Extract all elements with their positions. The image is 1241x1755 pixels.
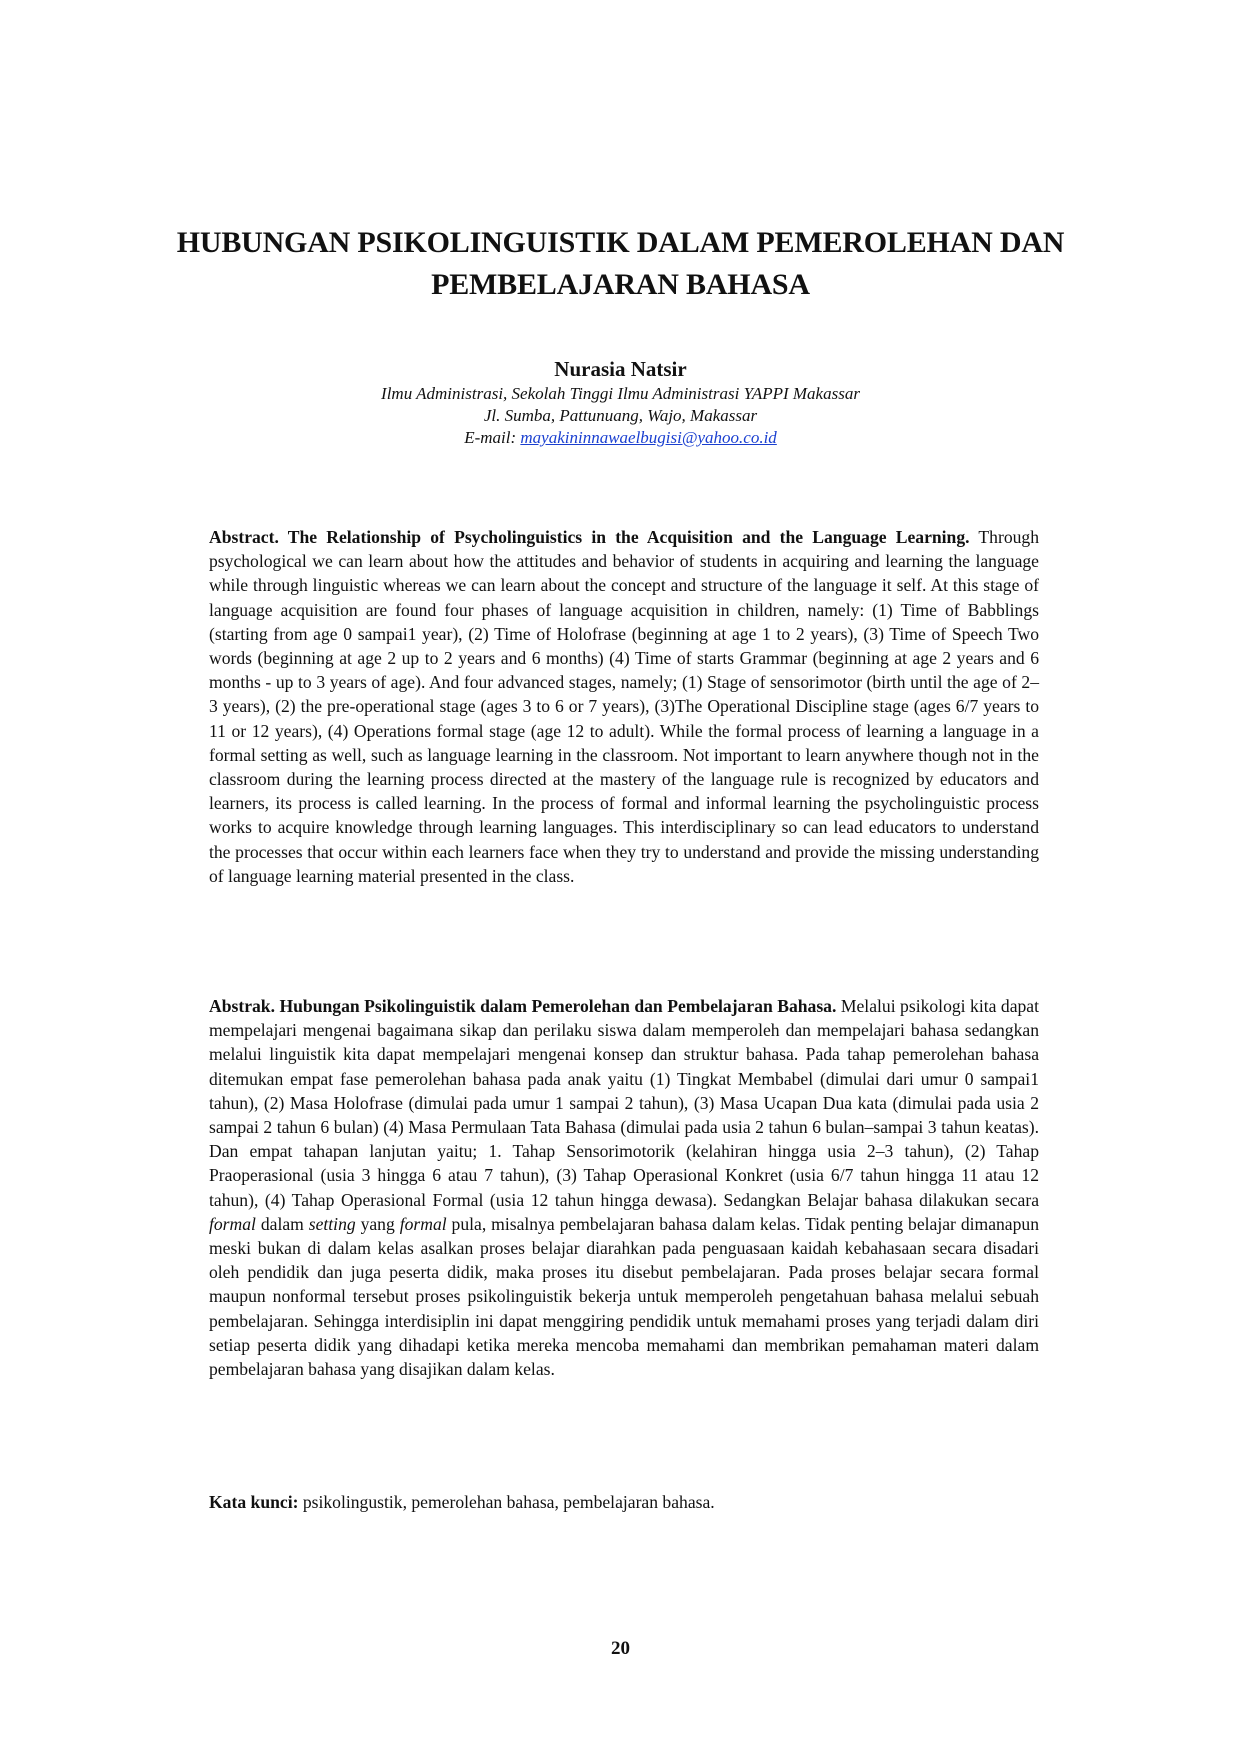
abstract-english-label: Abstract. The Relationship of Psycholinguistics in the Acquisition and the Language Learning. — [209, 527, 970, 547]
author-address: Jl. Sumba, Pattunuang, Wajo, Makassar — [483, 406, 758, 425]
page-number: 20 — [611, 1638, 630, 1659]
abstract-italic-setting: setting — [308, 1213, 356, 1234]
abstract-indonesian-text-2: dalam — [255, 1213, 309, 1234]
email-label: E-mail: — [464, 428, 521, 447]
paper-title — [150, 222, 1091, 306]
abstract-indonesian — [209, 994, 1039, 1381]
title-line-1: HUBUNGAN PSIKOLINGUISTIK DALAM PEMEROLEHAN DAN — [176, 226, 1065, 259]
keywords-label: Kata kunci: — [209, 1492, 299, 1512]
keywords-text: psikolingustik, pemerolehan bahasa, pembelajaran bahasa. — [298, 1492, 715, 1512]
title-line-2: PEMBELAJARAN BAHASA — [431, 268, 810, 301]
abstract-indonesian-label: Abstrak. Hubungan Psikolinguistik dalam Pemerolehan dan Pembelajaran Bahasa. — [209, 996, 837, 1016]
author-name: Nurasia Natsir — [554, 357, 687, 381]
abstract-english-text: Through psychological we can learn about how the attitudes and behavior of students in acquiring and learning the language while through linguistic whereas we can learn about the concept and structure of the language it self. At this stage of language acquisition are found four phases of language acquisition in children, namely: (1) Time of Babblings (starting from age 0 sampai1 year), (2) Time of Holofrase (beginning at age 1 to 2 years), (3) Time of Speech Two words (beginning at age 2 up to 2 years and 6 months) (4) Time of starts Grammar (beginning at age 2 years and 6 months - up to 3 years of age). And four advanced stages, namely; (1) Stage of sensorimotor (birth until the age of 2–3 years), (2) the pre-operational stage (ages 3 to 6 or 7 years), (3)The Operational Discipline stage (ages 6/7 years to 11 or 12 years), (4) Operations formal stage (age 12 to adult). While the formal process of learning a language in a formal setting as well, such as language learning in the classroom. Not important to learn anywhere though not in the classroom during the learning process directed at the mastery of the language rule is recognized by educators and learners, its process is called learning. In the process of formal and informal learning the psycholinguistic process works to acquire knowledge through learning languages. This interdisciplinary so can lead educators to understand the processes that occur within each learners face when they try to understand and provide the missing understanding of language learning material presented in the class. — [209, 527, 1040, 886]
email-link[interactable]: mayakininnawaelbugisi@yahoo.co.id — [520, 428, 777, 447]
abstract-italic-formal-1: formal — [209, 1213, 256, 1234]
keywords — [209, 1490, 1039, 1514]
author-block — [200, 355, 1041, 449]
abstract-indonesian-text-3: yang — [355, 1213, 400, 1234]
abstract-indonesian-text-4: pula, misalnya pembelajaran bahasa dalam kelas. Tidak penting belajar dimanapun meski bukan di dalam kelas asalkan proses belajar diarahkan pada penguasaan kaidah kebahasaan secara disadari oleh pendidik dan juga peserta didik, maka proses itu disebut pembelajaran. Pada proses belajar secara formal maupun nonformal tersebut proses psikolinguistik bekerja untuk memperoleh pengetahuan bahasa melalui sebuah pembelajaran. Sehingga interdisiplin ini dapat menggiring pendidik untuk memahami proses yang terjadi dalam diri setiap peserta didik yang dihadapi ketika mereka mencoba memahami dan membrikan pemahaman materi dalam pembelajaran bahasa yang disajikan dalam kelas. — [209, 1213, 1040, 1380]
abstract-indonesian-text-1: Melalui psikologi kita dapat mempelajari mengenai bagaimana sikap dan perilaku siswa dalam memperoleh dan mempelajari bahasa sedangkan melalui linguistik kita dapat mempelajari mengenai konsep dan struktur bahasa. Pada tahap pemerolehan bahasa ditemukan empat fase pemerolehan bahasa pada anak yaitu (1) Tingkat Membabel (dimulai dari umur 0 sampai1 tahun), (2) Masa Holofrase (dimulai pada umur 1 sampai 2 tahun), (3) Masa Ucapan Dua kata (dimulai pada usia 2 sampai 2 tahun 6 bulan) (4) Masa Permulaan Tata Bahasa (dimulai pada usia 2 tahun 6 bulan–sampai 3 tahun keatas). Dan empat tahapan lanjutan yaitu; 1. Tahap Sensorimotorik (kelahiran hingga usia 2–3 tahun), (2) Tahap Praoperasional (usia 3 hingga 6 atau 7 tahun), (3) Tahap Operasional Konkret (usia 6/7 tahun hingga 11 atau 12 tahun), (4) Tahap Operasional Formal (usia 12 tahun hingga dewasa). Sedangkan Belajar bahasa dilakukan secara — [209, 996, 1039, 1210]
abstract-italic-formal-2: formal — [399, 1213, 447, 1234]
author-email-line — [200, 427, 1041, 449]
author-affiliation: Ilmu Administrasi, Sekolah Tinggi Ilmu Administrasi YAPPI Makassar — [381, 384, 860, 403]
abstract-english — [209, 525, 1039, 888]
